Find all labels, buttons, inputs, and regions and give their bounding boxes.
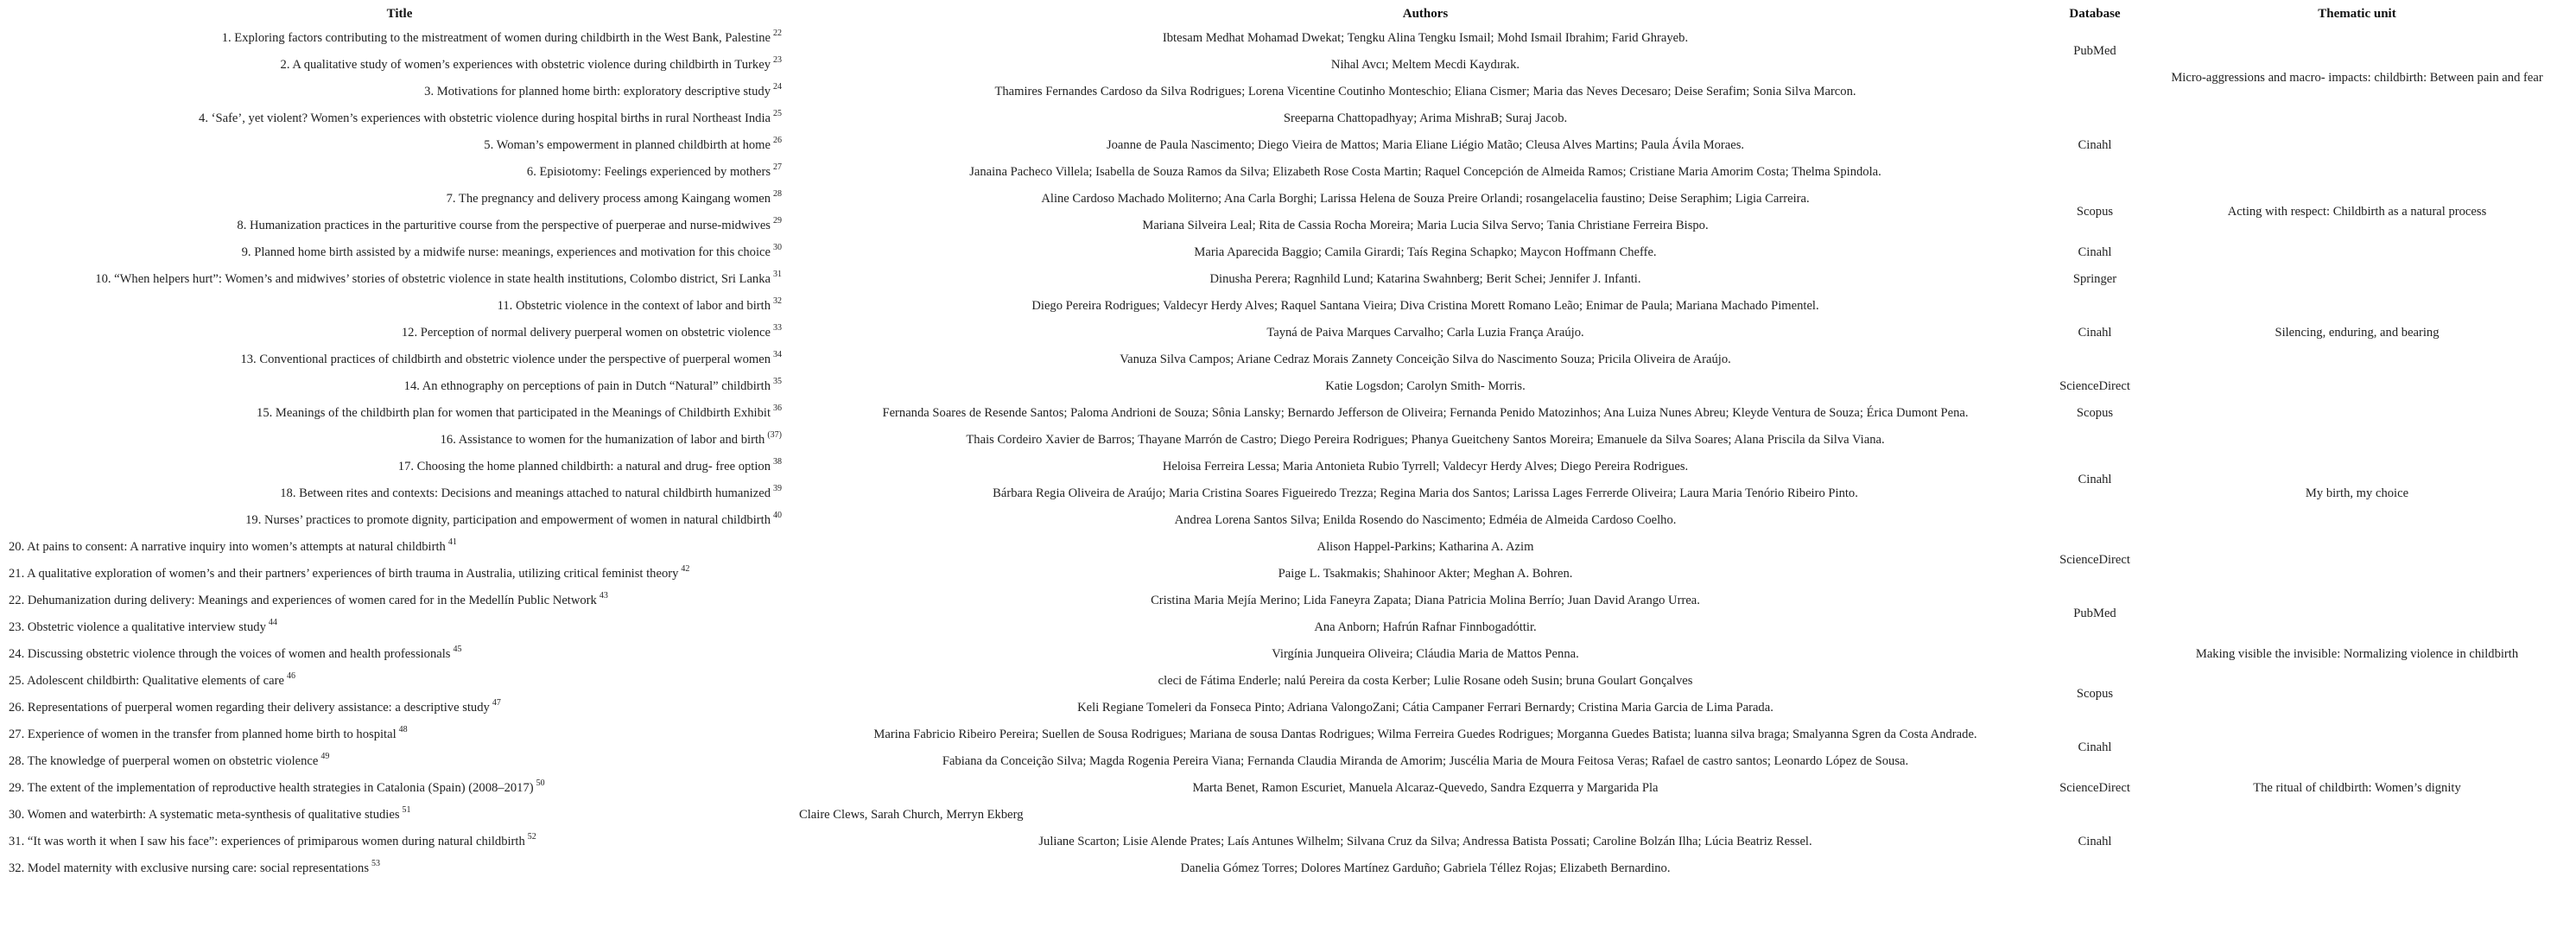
study-authors: Ibtesam Medhat Mohamad Dwekat; Tengku Alina Tengku Ismail; Mohd Ismail Ibrahim; Farid Ghrayeb. [1162,30,1689,45]
study-title-text: 11. Obstetric violence in the context of labor and birth [497,298,771,313]
reference-number: 47 [492,697,501,708]
thematic-unit-cell: Making visible the invisible: Normalizing violence in childbirth [2195,646,2519,661]
reference-number: 42 [681,563,690,574]
database-cell: PubMed [2073,607,2116,620]
study-title [0,774,799,801]
reference-number: 36 [773,403,782,413]
reference-number: 49 [320,751,330,761]
study-authors: Marta Benet, Ramon Escuriet, Manuela Alcaraz-Quevedo, Sandra Ezquerra y Margarida Pla [1192,780,1659,795]
study-authors: Danelia Gómez Torres; Dolores Martínez Garduño; Gabriela Téllez Rojas; Elizabeth Bernardino. [1180,861,1671,875]
study-authors: Marina Fabricio Ribeiro Pereira; Suellen de Sousa Rodrigues; Mariana de sousa Dantas Rodrigues; Wilma Ferreira Guedes Rodrigues; Morganna Guedes Batista; luanna silva braga; Smalyanna Sgren da Costa Andrade. [873,727,1977,741]
reference-number: 22 [773,28,782,38]
study-title [0,640,799,667]
database-cell: Scopus [2076,205,2114,219]
study-title [0,158,799,185]
study-title-text: 16. Assistance to women for the humanization of labor and birth [440,432,765,447]
study-title-text: 4. ‘Safe’, yet violent? Women’s experiences with obstetric violence during hospital births in rural Northeast India [199,111,771,125]
study-authors: Katie Logsdon; Carolyn Smith- Morris. [1325,378,1526,393]
study-title [0,78,799,105]
table-row [0,613,2576,640]
study-authors: Heloisa Ferreira Lessa; Maria Antonieta Rubio Tyrrell; Valdecyr Herdy Alves; Diego Pereira Rodrigues. [1162,459,1689,473]
study-title [0,372,799,399]
study-authors: Fernanda Soares de Resende Santos; Paloma Andrioni de Souza; Sônia Lansky; Bernardo Jefferson de Oliveira; Fernanda Penido Matozinhos; Ana Luiza Nunes Abreu; Kleyde Ventura de Souza; Érica Dumont Pena. [882,405,1969,420]
study-authors: Aline Cardoso Machado Moliterno; Ana Carla Borghi; Larissa Helena de Souza Preire Orlandi; rosangelacelia faustino; Deise Seraphim; Ligia Carreira. [1041,191,1810,206]
study-title [0,828,799,855]
header-row [0,3,2576,24]
study-title-text: 3. Motivations for planned home birth: exploratory descriptive study [424,84,771,98]
study-title-text: 13. Conventional practices of childbirth and obstetric violence under the perspective of puerperal women [240,352,771,366]
table-row [0,24,2576,51]
study-title-text: 25. Adolescent childbirth: Qualitative elements of care [9,673,284,688]
reference-number: 35 [773,376,782,386]
study-title-text: 14. An ethnography on perceptions of pain in Dutch “Natural” childbirth [403,378,771,393]
study-title [0,560,799,587]
study-authors: Joanne de Paula Nascimento; Diego Vieira de Mattos; Maria Eliane Liégio Matão; Cleusa Alves Martins; Paula Ávila Moraes. [1106,137,1745,152]
study-title-text: 18. Between rites and contexts: Decisions and meanings attached to natural childbirth humanized [280,486,771,500]
study-title-text: 17. Choosing the home planned childbirth: a natural and drug- free option [397,459,771,473]
study-title-text: 15. Meanings of the childbirth plan for women that participated in the Meanings of Childbirth Exhibit [257,405,771,420]
study-title-text: 30. Women and waterbirth: A systematic meta-synthesis of qualitative studies [9,807,400,822]
thematic-unit-cell: The ritual of childbirth: Women’s dignity [2253,780,2461,795]
table-body [0,24,2576,881]
database-cell: Cinahl [2078,325,2112,340]
study-authors: Virgínia Junqueira Oliveira; Cláudia Maria de Mattos Penna. [1272,646,1579,661]
study-title [0,51,799,78]
study-title [0,506,799,533]
database-cell [2052,801,2138,828]
study-title [0,238,799,265]
study-title [0,801,799,828]
database-cell: Cinahl [2078,473,2112,486]
study-title-text: 29. The extent of the implementation of reproductive health strategies in Catalonia (Spain) (2008–2017) [9,780,534,795]
study-title [0,185,799,212]
study-authors: Diego Pereira Rodrigues; Valdecyr Herdy Alves; Raquel Santana Vieira; Diva Cristina Morett Romano Leão; Enimar de Paula; Mariana Machado Pimentel. [1031,298,1819,313]
study-title [0,855,799,881]
study-authors: Andrea Lorena Santos Silva; Enilda Rosendo do Nascimento; Edméia de Almeida Cardoso Coelho. [1174,512,1677,527]
study-title [0,453,799,480]
reference-number: 45 [453,644,462,654]
reference-number: 52 [527,831,536,842]
study-title [0,747,799,774]
reference-number: 40 [773,510,782,520]
study-title-text: 2. A qualitative study of women’s experiences with obstetric violence during childbirth in Turkey [280,57,771,72]
database-cell: Cinahl [2078,834,2112,848]
thematic-unit-cell: Micro-aggressions and macro- impacts: childbirth: Between pain and fear [2171,71,2543,85]
database-cell: Scopus [2076,687,2114,701]
reference-number: 53 [371,858,381,868]
study-title [0,426,799,453]
header-thematic-unit: Thematic unit [2318,7,2396,21]
database-cell: PubMed [2073,44,2116,58]
reference-number: 28 [773,188,782,199]
study-title-text: 23. Obstetric violence a qualitative interview study [9,619,266,634]
thematic-unit-cell: My birth, my choice [2305,486,2409,500]
study-authors: Keli Regiane Tomeleri da Fonseca Pinto; Adriana ValongoZani; Cátia Campaner Ferrari Bernardy; Cristina Maria Garcia de Lima Parada. [1077,700,1773,715]
study-title-text: 7. The pregnancy and delivery process among Kaingang women [446,191,771,206]
table-row [0,292,2576,319]
study-title-text: 10. “When helpers hurt”: Women’s and midwives’ stories of obstetric violence in state health institutions, Colombo district, Sri Lanka [95,271,771,286]
study-authors: Juliane Scarton; Lisie Alende Prates; Laís Antunes Wilhelm; Silvana Cruz da Silva; Andressa Batista Possati; Caroline Bolzán Ilha; Lúcia Beatriz Ressel. [1038,834,1812,848]
study-authors: Nihal Avcı; Meltem Mecdi Kaydırak. [1330,57,1520,72]
reference-number: 29 [773,215,782,226]
reference-number: 33 [773,322,782,333]
reference-number: 26 [773,135,782,145]
table-row [0,131,2576,158]
reference-number: 34 [773,349,782,359]
study-title-text: 32. Model maternity with exclusive nursing care: social representations [9,861,370,875]
study-authors: Maria Aparecida Baggio; Camila Girardi; Taís Regina Schapko; Maycon Hoffmann Cheffe. [1194,245,1657,259]
study-title-text: 26. Representations of puerperal women regarding their delivery assistance: a descriptive study [9,700,490,715]
reference-number: (37) [767,429,782,440]
reference-number: 23 [773,54,782,65]
database-cell [2052,855,2138,881]
study-title [0,292,799,319]
study-title-text: 27. Experience of women in the transfer from planned home birth to hospital [9,727,397,741]
study-authors: Ana Anborn; Hafrún Rafnar Finnbogadóttir. [1314,619,1537,634]
study-title-text: 6. Episiotomy: Feelings experienced by mothers [526,164,771,179]
database-cell: ScienceDirect [2059,780,2130,795]
study-title [0,694,799,721]
database-cell: Cinahl [2078,740,2112,754]
study-authors: Sreeparna Chattopadhyay; Arima MishraB; Suraj Jacob. [1283,111,1568,125]
reference-number: 38 [773,456,782,467]
study-authors: Cristina Maria Mejía Merino; Lida Faneyra Zapata; Diana Patricia Molina Berrío; Juan David Arango Urrea. [1151,593,1700,607]
study-title [0,105,799,131]
reference-number: 41 [447,537,457,547]
database-cell: Springer [2072,271,2117,286]
study-title [0,131,799,158]
reference-number: 30 [773,242,782,252]
study-title [0,319,799,346]
study-title-text: 31. “It was worth it when I saw his face”: experiences of primiparous women during natural childbirth [9,834,525,848]
study-authors: Paige L. Tsakmakis; Shahinoor Akter; Meghan A. Bohren. [1278,566,1573,581]
thematic-unit-cell: Silencing, enduring, and bearing [2275,325,2440,340]
study-title-text: 8. Humanization practices in the parturitive course from the perspective of puerperae and nurse-midwives [237,218,771,232]
study-title [0,480,799,506]
table-row [0,694,2576,721]
study-title [0,533,799,560]
study-title [0,587,799,613]
database-cell: Scopus [2076,405,2114,420]
database-cell [2052,78,2138,105]
study-title [0,721,799,747]
reference-number: 25 [773,108,782,118]
study-title [0,265,799,292]
reference-number: 46 [286,670,295,681]
study-title-text: 19. Nurses’ practices to promote dignity, participation and empowerment of women in natural childbirth [245,512,771,527]
study-title-text: 24. Discussing obstetric violence through the voices of women and health professionals [9,646,451,661]
study-authors: Mariana Silveira Leal; Rita de Cassia Rocha Moreira; Maria Lucia Silva Servo; Tania Christiane Ferreira Bispo. [1142,218,1709,232]
study-title-text: 28. The knowledge of puerperal women on obstetric violence [9,753,319,768]
database-cell: ScienceDirect [2059,553,2130,567]
reference-number: 50 [536,778,545,788]
header-title: Title [386,7,413,21]
header-authors: Authors [1402,7,1449,21]
study-title [0,399,799,426]
study-authors: cleci de Fátima Enderle; nalú Pereira da costa Kerber; Lulie Rosane odeh Susin; bruna Goulart Gonçalves [1158,673,1693,688]
study-authors: Dinusha Perera; Ragnhild Lund; Katarina Swahnberg; Berit Schei; Jennifer J. Infanti. [1209,271,1641,286]
database-cell: ScienceDirect [2059,378,2130,393]
study-authors: Janaina Pacheco Villela; Isabella de Souza Ramos da Silva; Elizabeth Rose Costa Martin; Raquel Concepción de Almeida Ramos; Cristiane Maria Amorim Costa; Thelma Spindola. [969,164,1881,179]
reference-number: 51 [402,804,411,815]
reference-number: 48 [398,724,408,734]
study-authors: Tayná de Paiva Marques Carvalho; Carla Luzia França Araújo. [1266,325,1584,340]
study-title-text: 12. Perception of normal delivery puerperal women on obstetric violence [401,325,771,340]
database-cell: Cinahl [2078,245,2112,259]
study-title [0,212,799,238]
study-title-text: 22. Dehumanization during delivery: Meanings and experiences of women cared for in the Medellín Public Network [9,593,597,607]
study-authors: Thamires Fernandes Cardoso da Silva Rodrigues; Lorena Vicentine Coutinho Monteschio; Eliana Cismer; Maria das Neves Decesaro; Deise Serafim; Sonia Silva Marcon. [994,84,1856,98]
study-authors: Vanuza Silva Campos; Ariane Cedraz Morais Zannety Conceição Silva do Nascimento Souza; Pricila Oliveira de Araújo. [1120,352,1731,366]
study-title-text: 20. At pains to consent: A narrative inquiry into women’s attempts at natural childbirth [9,539,446,554]
study-title-text: 21. A qualitative exploration of women’s and their partners’ experiences of birth trauma in Australia, utilizing critical feminist theory [9,566,679,581]
study-title-text: 1. Exploring factors contributing to the mistreatment of women during childbirth in the West Bank, Palestine [221,30,771,45]
database-cell: Cinahl [2078,137,2112,152]
study-title-text: 5. Woman’s empowerment in planned childbirth at home [484,137,771,152]
study-title-text: 9. Planned home birth assisted by a midwife nurse: meanings, experiences and motivation for this choice [241,245,771,259]
reference-number: 31 [773,269,782,279]
reference-number: 24 [773,81,782,92]
reference-number: 43 [599,590,608,600]
reference-number: 39 [773,483,782,493]
reference-number: 32 [773,295,782,306]
study-authors: Thais Cordeiro Xavier de Barros; Thayane Marrón de Castro; Diego Pereira Rodrigues; Phanya Gueitcheny Santos Moreira; Emanuele da Silva Soares; Alana Priscila da Silva Viana. [966,432,1885,447]
reference-number: 44 [268,617,277,627]
reference-number: 27 [773,162,782,172]
study-title [0,346,799,372]
database-cell [2052,640,2138,667]
study-authors: Bárbara Regia Oliveira de Araújo; Maria Cristina Soares Figueiredo Trezza; Regina Maria dos Santos; Larissa Lages Ferrerde Oliveira; Laura Maria Tenório Ribeiro Pinto. [993,486,1858,500]
studies-table [0,3,2576,881]
study-authors: Claire Clews, Sarah Church, Merryn Ekberg [799,807,1024,822]
study-authors: Fabiana da Conceição Silva; Magda Rogenia Pereira Viana; Fernanda Claudia Miranda de Amorim; Juscélia Maria de Moura Feitosa Veras; Rafael de castro santos; Leonardo López de Sousa. [942,753,1909,768]
study-title [0,24,799,51]
table-row [0,372,2576,399]
header-database: Database [2069,7,2121,21]
study-title [0,613,799,640]
study-title [0,667,799,694]
thematic-unit-cell: Acting with respect: Childbirth as a natural process [2227,205,2487,219]
study-authors: Alison Happel-Parkins; Katharina A. Azim [1317,539,1534,554]
